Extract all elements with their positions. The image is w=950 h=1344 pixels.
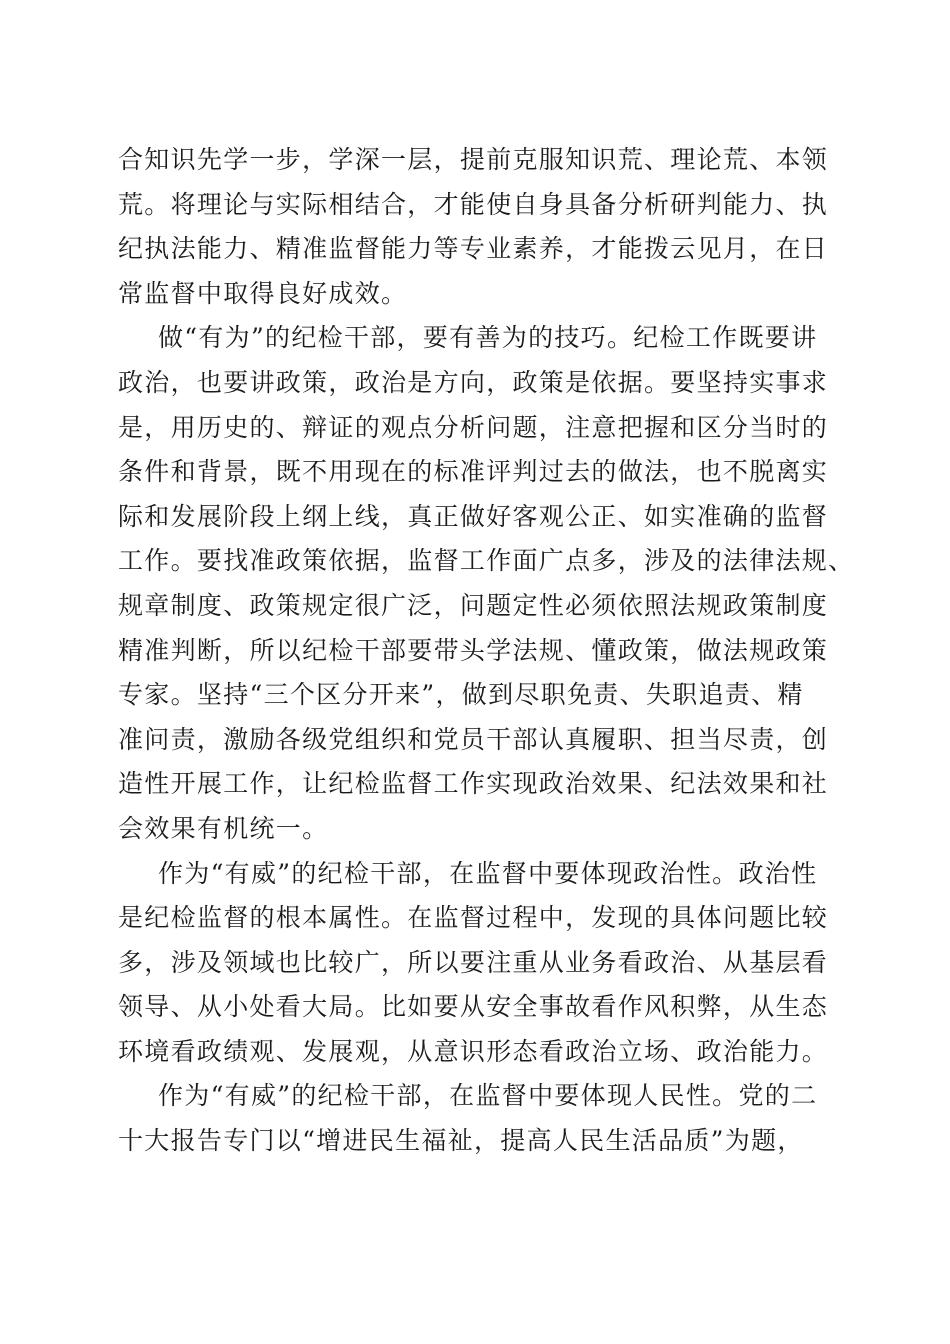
paragraph-first-line: 作为“有威”的纪检干部，在监督中要体现人民性。党的二 (158, 1081, 818, 1111)
text-line: 际和发展阶段上纲上线，真正做好客观公正、如实准确的监督 (118, 501, 829, 531)
text-line: 领导、从小处看大局。比如要从安全事故看作风积弊，从生态 (118, 992, 829, 1022)
text-line: 多，涉及领域也比较广，所以要注重从业务看政治、从基层看 (118, 947, 829, 977)
text-line: 准问责，激励各级党组织和党员干部认真履职、担当尽责，创 (118, 724, 829, 754)
text-line: 工作。要找准政策依据，监督工作面广点多，涉及的法律法规、 (118, 546, 855, 576)
text-line: 环境看政绩观、发展观，从意识形态看政治立场、政治能力。 (118, 1036, 829, 1066)
text-line: 是纪检监督的根本属性。在监督过程中，发现的具体问题比较 (118, 903, 829, 933)
text-line: 政治，也要讲政策，政治是方向，政策是依据。要坚持实事求 (118, 367, 829, 397)
text-line: 会效果有机统一。 (118, 813, 329, 843)
text-line: 荒。将理论与实际相结合，才能使自身具备分析研判能力、执 (118, 189, 829, 219)
text-line: 规章制度、政策规定很广泛，问题定性必须依照法规政策制度 (118, 590, 829, 620)
paragraph-first-line: 做“有为”的纪检干部，要有善为的技巧。纪检工作既要讲 (158, 323, 818, 353)
text-line: 常监督中取得良好成效。 (118, 278, 408, 308)
text-line: 纪执法能力、精准监督能力等专业素养，才能拨云见月，在日 (118, 234, 829, 264)
text-line: 合知识先学一步，学深一层，提前克服知识荒、理论荒、本领 (118, 145, 829, 174)
text-line: 专家。坚持“三个区分开来”，做到尽职免责、失职追责、精 (118, 680, 804, 710)
text-line: 条件和背景，既不用现在的标准评判过去的做法，也不脱离实 (118, 457, 829, 487)
text-line: 是，用历史的、辩证的观点分析问题，注意把握和区分当时的 (118, 412, 829, 442)
paragraph-first-line: 作为“有威”的纪检干部，在监督中要体现政治性。政治性 (158, 858, 818, 888)
text-line: 精准判断，所以纪检干部要带头学法规、懂政策，做法规政策 (118, 635, 829, 665)
document-body (118, 138, 855, 1164)
text-line: 造性开展工作，让纪检监督工作实现政治效果、纪法效果和社 (118, 769, 829, 799)
text-line: 十大报告专门以“增进民生福祉，提高人民生活品质”为题， (118, 1126, 804, 1156)
